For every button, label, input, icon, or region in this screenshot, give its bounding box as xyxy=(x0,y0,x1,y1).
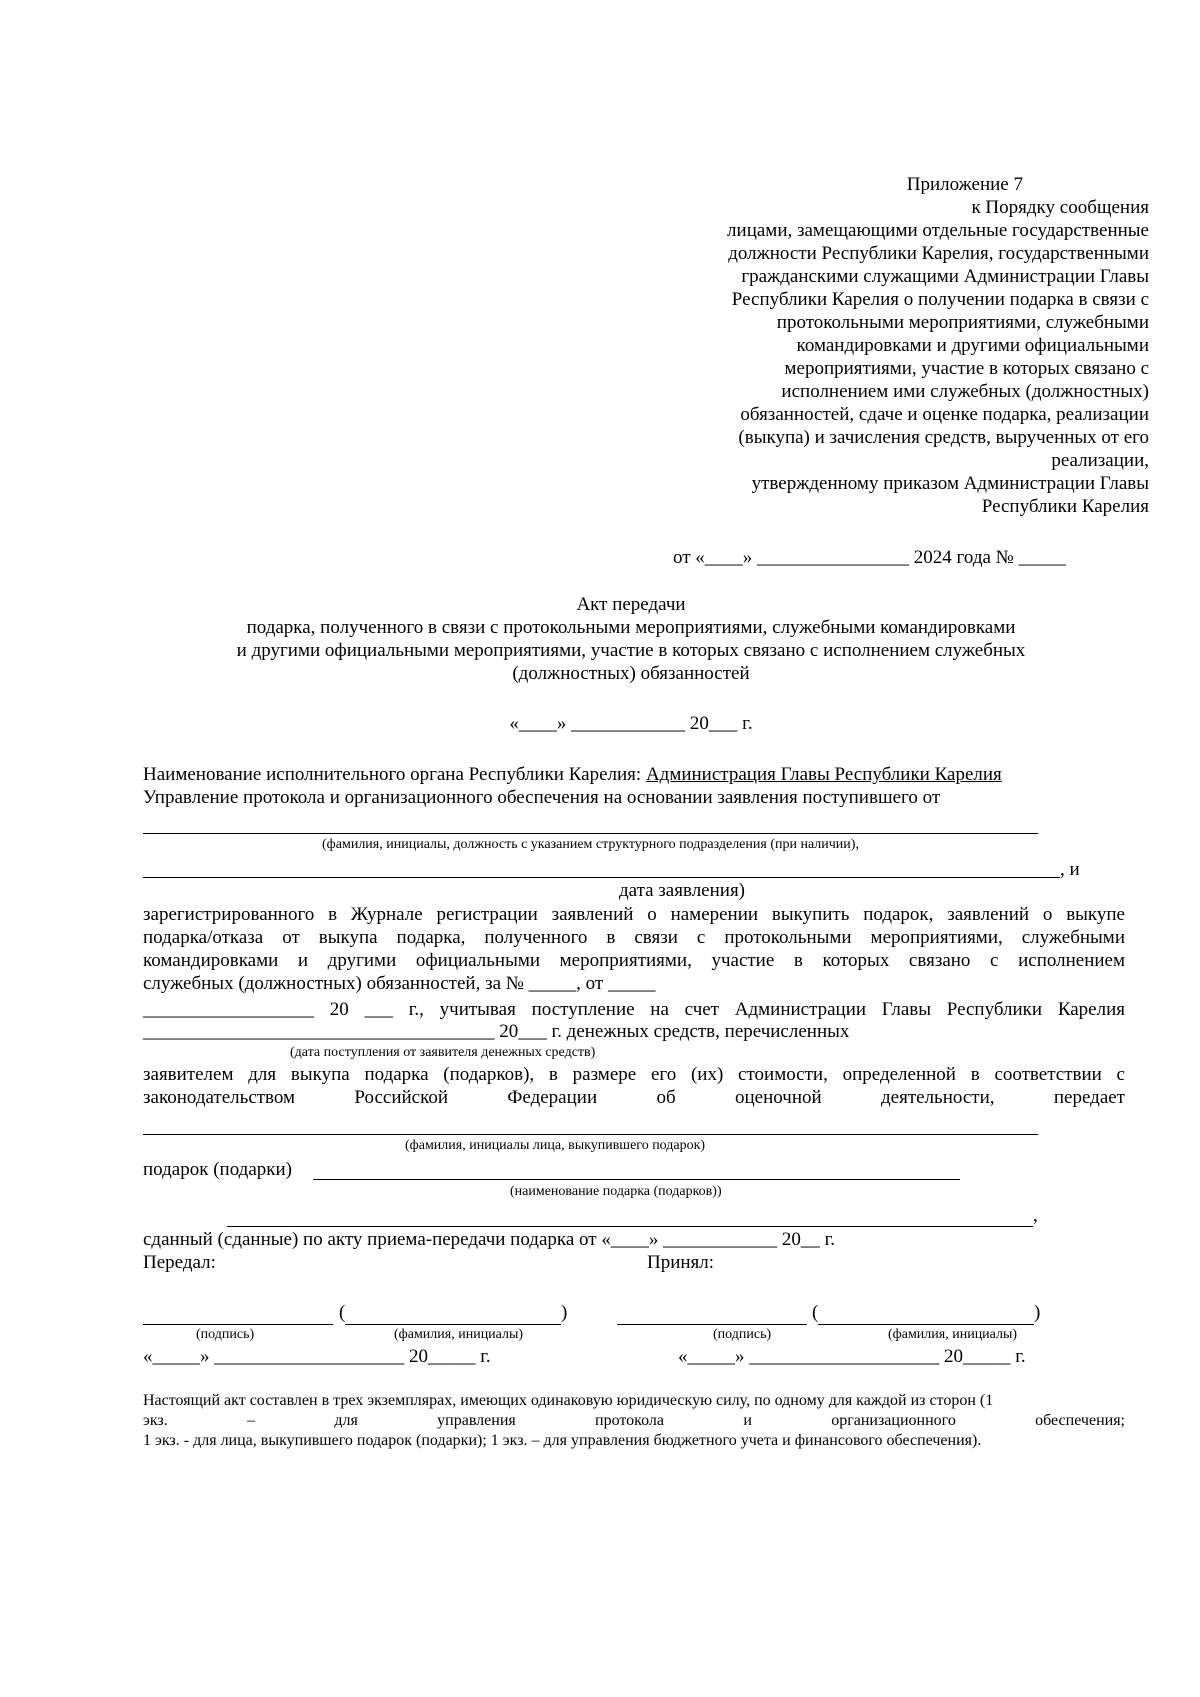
order-date-line: от «____» ________________ 2024 года № _____ xyxy=(673,547,1067,568)
act-date: «____» ____________ 20___ г. xyxy=(509,713,753,734)
left-date: «_____» ____________________ 20_____ г. xyxy=(143,1346,491,1367)
footnote-line: Настоящий акт составлен в трех экземплярах, имеющих одинаковую юридическую силу, по одному для каждой из сторон (1 xyxy=(143,1392,994,1409)
buyer-blank xyxy=(143,1134,1038,1135)
hint-gift: (наименование подарка (подарков)) xyxy=(510,1184,722,1199)
receipt-line: __________________ 20 ___ г., учитывая поступление на счет Администрации Главы Республики Карелия xyxy=(143,999,1125,1020)
hint-applicant: (фамилия, инициалы, должность с указанием структурного подразделения (при наличии), xyxy=(322,837,859,852)
gift-label: подарок (подарки) xyxy=(143,1159,292,1180)
hint-date: дата заявления) xyxy=(618,880,746,901)
applicant-purpose-line: заявителем для выкупа подарка (подарков), в размере его (их) стоимости, определенной в соответствии с xyxy=(143,1064,1125,1085)
header-line: утвержденному приказом Администрации Главы xyxy=(751,473,1149,494)
footnote-line: экз. – для управления протокола и организационного обеспечения; xyxy=(143,1412,1125,1429)
hint-right-name: (фамилия, инициалы) xyxy=(888,1327,1018,1342)
hint-left-signature: (подпись) xyxy=(196,1327,255,1342)
gift-blank xyxy=(313,1179,960,1180)
handed-over-label: Передал: xyxy=(143,1252,216,1273)
footnote-line: 1 экз. - для лица, выкупившего подарок (подарки); 1 экз. – для управления бюджетного учета и финансового обеспечения). xyxy=(143,1432,982,1449)
hint-buyer: (фамилия, инициалы лица, выкупившего подарок) xyxy=(405,1138,706,1153)
header-line: исполнением ими служебных (должностных) xyxy=(781,381,1149,402)
org-label: Наименование исполнительного органа Республики Карелия: xyxy=(143,764,646,785)
left-signature-blank xyxy=(143,1324,333,1325)
registered-line: подарка/отказа от выкупа подарка, полученного в связи с протокольными мероприятиями, служебными xyxy=(143,927,1125,948)
header-line: командировками и другими официальными xyxy=(796,335,1149,356)
title-sub: (должностных) обязанностей xyxy=(512,663,750,684)
registered-line: командировками и другими официальными мероприятиями, участие в которых связано с исполнением xyxy=(143,950,1125,971)
applicant-blank-2 xyxy=(143,877,1060,878)
handed-line: сданный (сданные) по акту приема-передачи подарка от «____» ____________ 20__ г. xyxy=(143,1229,835,1250)
funds-line: _____________________________________ 20___ г. денежных средств, перечисленных xyxy=(143,1021,850,1042)
left-name-blank xyxy=(345,1324,561,1325)
accepted-label: Принял: xyxy=(647,1252,715,1273)
header-line: (выкупа) и зачисления средств, вырученных от его xyxy=(738,427,1149,448)
right-paren-close: ) xyxy=(1034,1302,1041,1323)
registered-line: зарегистрированного в Журнале регистрации заявлений о намерении выкупить подарок, заявлений о выкупе xyxy=(143,904,1125,925)
handed-blank xyxy=(227,1226,1033,1227)
title-sub: подарка, полученного в связи с протокольными мероприятиями, служебными командировками xyxy=(246,617,1016,638)
line-end: , и xyxy=(1060,859,1080,880)
law-line: законодательством Российской Федерации об оценочной деятельности, передает xyxy=(143,1087,1125,1108)
dept-line: Управление протокола и организационного обеспечения на основании заявления поступившего от xyxy=(143,787,941,808)
header-line: реализации, xyxy=(1051,450,1149,471)
org-line xyxy=(143,764,1002,786)
registered-last: служебных (должностных) обязанностей, за № _____, от _____ xyxy=(143,973,656,994)
header-line: протокольными мероприятиями, служебными xyxy=(776,312,1149,333)
header-line: должности Республики Карелия, государственными xyxy=(728,243,1149,264)
right-paren-open: ( xyxy=(812,1302,819,1323)
title-main: Акт передачи xyxy=(576,594,686,615)
applicant-blank xyxy=(143,833,1038,834)
header-line: гражданскими служащими Администрации Главы xyxy=(741,266,1149,287)
hint-funds: (дата поступления от заявителя денежных средств) xyxy=(290,1045,596,1060)
header-line: обязанностей, сдаче и оценке подарка, реализации xyxy=(740,404,1149,425)
appendix-number: Приложение 7 xyxy=(906,174,1023,195)
hint-left-name: (фамилия, инициалы) xyxy=(394,1327,524,1342)
header-line: к Порядку сообщения xyxy=(971,197,1149,218)
right-date: «_____» ____________________ 20_____ г. xyxy=(678,1346,1026,1367)
org-name: Администрация Главы Республики Карелия xyxy=(645,764,1002,785)
right-name-blank xyxy=(818,1324,1034,1325)
header-line: мероприятиями, участие в которых связано с xyxy=(784,358,1149,379)
hint-right-signature: (подпись) xyxy=(713,1327,772,1342)
right-signature-blank xyxy=(617,1324,807,1325)
header-line: лицами, замещающими отдельные государственные xyxy=(727,220,1149,241)
left-paren-close: ) xyxy=(561,1302,568,1323)
header-line: Республики Карелия xyxy=(981,496,1149,517)
comma: , xyxy=(1033,1205,1038,1226)
title-sub: и другими официальными мероприятиями, участие в которых связано с исполнением служебных xyxy=(236,640,1026,661)
header-line: Республики Карелия о получении подарка в связи с xyxy=(731,289,1149,310)
left-paren-open: ( xyxy=(339,1302,346,1323)
